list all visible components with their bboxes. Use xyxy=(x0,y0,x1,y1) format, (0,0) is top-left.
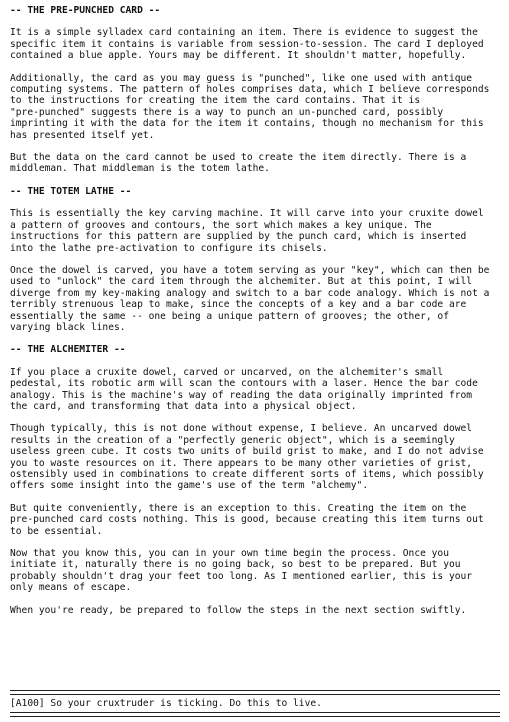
paragraph: If you place a cruxite dowel, carved or uncarved, on the alchemiter's small pedestal, its robotic arm will scan the contours with a laser. Hence the bar code analogy. This is the machine's way of reading the data originally imprinted from the card, and transforming that data into a physical object. xyxy=(10,366,478,412)
paragraph: This is essentially the key carving machine. It will carve into your cruxite dowel a pattern of grooves and contours, the sort which makes a key unique. The instructions for this pattern are supplied by the punch card, which is inserted into the lathe pre-activation to configure its chisels. xyxy=(10,208,484,254)
section-heading: -- THE ALCHEMITER -- xyxy=(10,344,126,356)
divider-bottom xyxy=(10,712,500,717)
paragraph: Additionally, the card as you may guess is "punched", like one used with antique computing systems. The pattern of holes comprises data, which I believe corresponds to the instructions for creating the item the card contains. That it is "pre-punched" suggests there is a way to punch an un-punched card, possibly imprinting it with the data for the item it contains, though no mechanism for this has presented itself yet. xyxy=(10,72,490,141)
paragraph: When you're ready, be prepared to follow the steps in the next section swiftly. xyxy=(10,604,467,616)
paragraph: Now that you know this, you can in your own time begin the process. Once you initiate it, naturally there is no going back, so best to be prepared. But you probably shouldn't drag your feet too long. As I mentioned earlier, this is your only means of escape. xyxy=(10,548,473,594)
section-heading: -- THE PRE-PUNCHED CARD -- xyxy=(10,5,161,16)
paragraph: Though typically, this is not done without expense, I believe. An uncarved dowel results in the creation of a "perfectly generic object", which is a seemingly useless green cube. It costs two units of build grist to make, and I do not advise you to waste resources on it. There appears to be many other varieties of grist, ostensibly used in combinations to create different sorts of items, which possibly offers some insight into the game's use of the term "alchemy". xyxy=(10,423,484,492)
divider-top xyxy=(10,690,500,695)
paragraph: But the data on the card cannot be used to create the item directly. There is a middleman. That middleman is the totem lathe. xyxy=(10,152,467,175)
paragraph: Once the dowel is carved, you have a totem serving as your "key", which can then be used to "unlock" the card item through the alchemiter. But at this point, I will diverge from my key-making analogy and switch to a bar code analogy. Which is not a terribly strenuous leap to make, since the concepts of a key and a bar code are essentially the same -- one being a unique pattern of grooves; the other, of varying black lines. xyxy=(10,264,490,333)
section-heading: -- THE TOTEM LATHE -- xyxy=(10,185,132,197)
paragraph: It is a simple sylladex card containing an item. There is evidence to suggest the specific item it contains is variable from session-to-session. The card I deployed contained a blue apple. Yours may be different. It shouldn't matter, hopefully. xyxy=(10,27,484,62)
section-pre-punched-card xyxy=(10,5,502,175)
next-command-link[interactable]: [A100] So your cruxtruder is ticking. Do this to live. xyxy=(10,698,322,709)
section-totem-lathe xyxy=(10,186,502,333)
section-alchemiter xyxy=(10,344,502,616)
paragraph: But quite conveniently, there is an exception to this. Creating the item on the pre-punched card costs nothing. This is good, because creating this item turns out to be essential. xyxy=(10,502,484,537)
document-body xyxy=(10,5,502,627)
command-footer xyxy=(10,690,502,717)
